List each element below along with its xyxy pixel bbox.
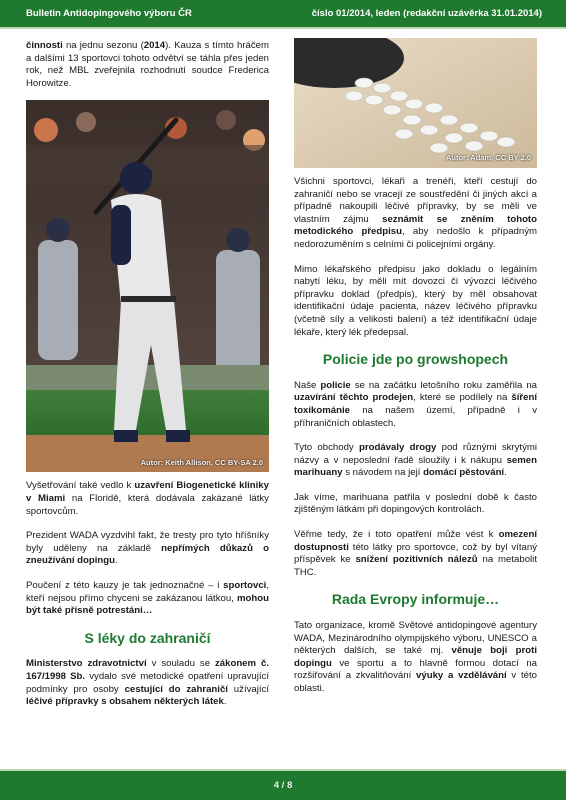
shops-text-4: . — [504, 467, 507, 479]
lesson-bold-2: mohou být také přísně potrestáni… — [26, 592, 269, 617]
pills-image — [294, 38, 537, 168]
police-text-1: Naše — [294, 379, 321, 391]
heading-growshops: Policie jde po growshopech — [322, 351, 509, 368]
ministry-text-4: . — [223, 696, 227, 708]
availability-text-1: Věřme tedy, že i toto opatření může vést k — [294, 529, 499, 541]
shops-text-1: Tyto obchody — [294, 442, 360, 454]
ministry-bold-4: léčivé přípravky s obsahem některých látek — [26, 696, 224, 708]
council-bold-2: výuky a vzdělávání — [416, 670, 507, 682]
intro-text-1: na jednu sezonu ( — [62, 40, 144, 51]
intro-bold-2: 2014 — [143, 40, 166, 51]
police-text-2: se na začátku letošního roku zaměřila na — [350, 379, 537, 391]
baseball-photo — [26, 100, 269, 472]
header-bar — [0, 0, 566, 27]
clinic-text-1: Vyšetřování také vedlo k — [26, 480, 135, 492]
wada-paragraph — [26, 530, 269, 568]
footer-bar — [0, 771, 566, 800]
ministry-bold-2: zákonem č. 167/1998 Sb. — [26, 658, 269, 682]
clinic-bold: uzavření Biogenetické kliniky v Miami — [26, 480, 269, 504]
pills-photo — [294, 38, 537, 168]
shops-paragraph — [294, 442, 537, 480]
intro-bold-1: činnosti — [26, 40, 63, 51]
council-text-1: Tato organizace, kromě Světové antidopingové agentury WADA, Mezinárodního olympijského výboru, UNESCO a některých dalších, se také mj. — [294, 620, 537, 657]
page-number: 4 / 8 — [273, 780, 293, 791]
shops-bold-2: semen marihuany — [294, 454, 537, 479]
ministry-text-1: v souladu se — [146, 658, 215, 670]
police-text-3: , které se podílely na — [413, 392, 512, 404]
ministry-text-2: vydalo své metodické opatření upravující podmínky pro osoby — [26, 670, 269, 695]
council-text-3: v této oblasti. — [294, 670, 537, 694]
intro-text-2: ). Kauza s tímto hráčem a dalšími 13 sportovci tohoto odvětví se táhla přes jeden rok, než MBL zveřejnila rozhodnutí soudce Frederica Horowitze. — [26, 40, 269, 89]
ministry-paragraph — [26, 658, 269, 708]
left-column — [26, 40, 269, 721]
availability-bold-1: omezení dostupnosti — [294, 529, 537, 553]
council-paragraph — [294, 620, 537, 696]
baseball-player-image — [26, 100, 269, 472]
header-divider — [0, 27, 566, 29]
travelers-text-2: , aby nedošlo k případným nedorozuměním s celními či policejními orgány. — [294, 226, 537, 250]
wada-text-1: Prezident WADA vyzdvihl fakt, že tresty pro tyto hříšníky byly uděleny na základě — [26, 530, 269, 554]
prescription-paragraph: Mimo lékařského předpisu jako dokladu o legálním nabytí léku, by měli mít dovozci či vývozci léčivého přípravku doklad (předpis), který by měl obsahovat identifikační údaje pacienta, název léčivého přípravku (včetně síly a velikosti balení) a též identifikační údaje lékaře, který lék předepsal. — [294, 263, 537, 338]
travelers-bold: seznámit se zněním tohoto metodického předpisu — [294, 213, 537, 238]
shops-text-2: pod různými skrytými názvy a v neposlední řadě sloužily i k nákupu — [294, 442, 537, 466]
wada-bold: nepřímých důkazů o zneužívání dopingu — [26, 542, 269, 567]
ministry-bold-1: Ministerstvo zdravotnictví — [26, 658, 147, 670]
right-column — [294, 40, 537, 708]
availability-text-2: této látky pro sportovce, což by byl vítaný příspěvek ke — [294, 541, 537, 566]
lesson-text-1: Poučení z této kauzy je tak jednoznačné – i — [26, 579, 224, 591]
ministry-text-3: užívající — [227, 683, 269, 695]
ministry-bold-3: cestující do zahraničí — [124, 683, 228, 695]
clinic-text-2: na Floridě, která dodávala zakázané látky sportovcům. — [26, 492, 269, 517]
clinic-paragraph — [26, 480, 269, 518]
heading-medicines-abroad: S léky do zahraničí — [84, 629, 211, 646]
issue-info: číslo 01/2014, leden (redakční uzávěrka 31.01.2014) — [311, 8, 542, 19]
travelers-text-1: Všichni sportovci, lékaři a trenéři, kteří cestují do zahraničí nebo se vracejí ze soustředění či jiných akcí a případně nakoupili léčivé přípravky, by se měli ve vlastním zájmu — [294, 176, 537, 225]
availability-paragraph — [294, 529, 537, 579]
police-text-4: na našem území, případně i v příhraničních oblastech. — [294, 404, 537, 429]
police-paragraph — [294, 380, 537, 430]
police-bold-3: šíření toxikománie — [294, 392, 537, 416]
lesson-text-2: , kteří nejsou přímo chyceni se zakázanou látkou, — [26, 579, 269, 604]
availability-bold-2: snížení pozitivních nálezů — [355, 554, 478, 566]
council-bold-1: věnuje boji proti dopingu — [294, 645, 537, 669]
marijuana-paragraph: Jak víme, marihuana patřila v poslední době k často zjištěným látkám při dopingových kontrolách. — [294, 491, 537, 516]
shops-bold-3: domácí pěstování — [423, 467, 505, 479]
availability-text-3: na metabolit THC. — [294, 554, 537, 578]
lesson-bold-1: sportovci — [223, 579, 267, 591]
police-bold-2: uzavírání těchto prodejen — [294, 392, 414, 404]
bulletin-title: Bulletin Antidopingového výboru ČR — [26, 8, 192, 19]
heading-council-of-europe: Rada Evropy informuje… — [331, 591, 500, 608]
shops-bold-1: prodávaly drogy — [359, 442, 437, 454]
shops-text-3: s návodem na její — [342, 467, 424, 479]
intro-paragraph — [26, 40, 269, 90]
travelers-paragraph — [294, 176, 537, 252]
council-text-2: ve sportu a to hlavně formou dotací na rozšiřování a zkvalitňování — [294, 657, 537, 682]
photo-credit-baseball: Autor: Keith Allison, CC BY-SA 2.0 — [140, 457, 263, 467]
lesson-paragraph — [26, 580, 269, 618]
wada-text-2: . — [115, 555, 118, 567]
police-bold-1: policie — [320, 379, 351, 391]
photo-credit-pills: Autor: Adam, CC BY 2.0 — [445, 153, 531, 163]
